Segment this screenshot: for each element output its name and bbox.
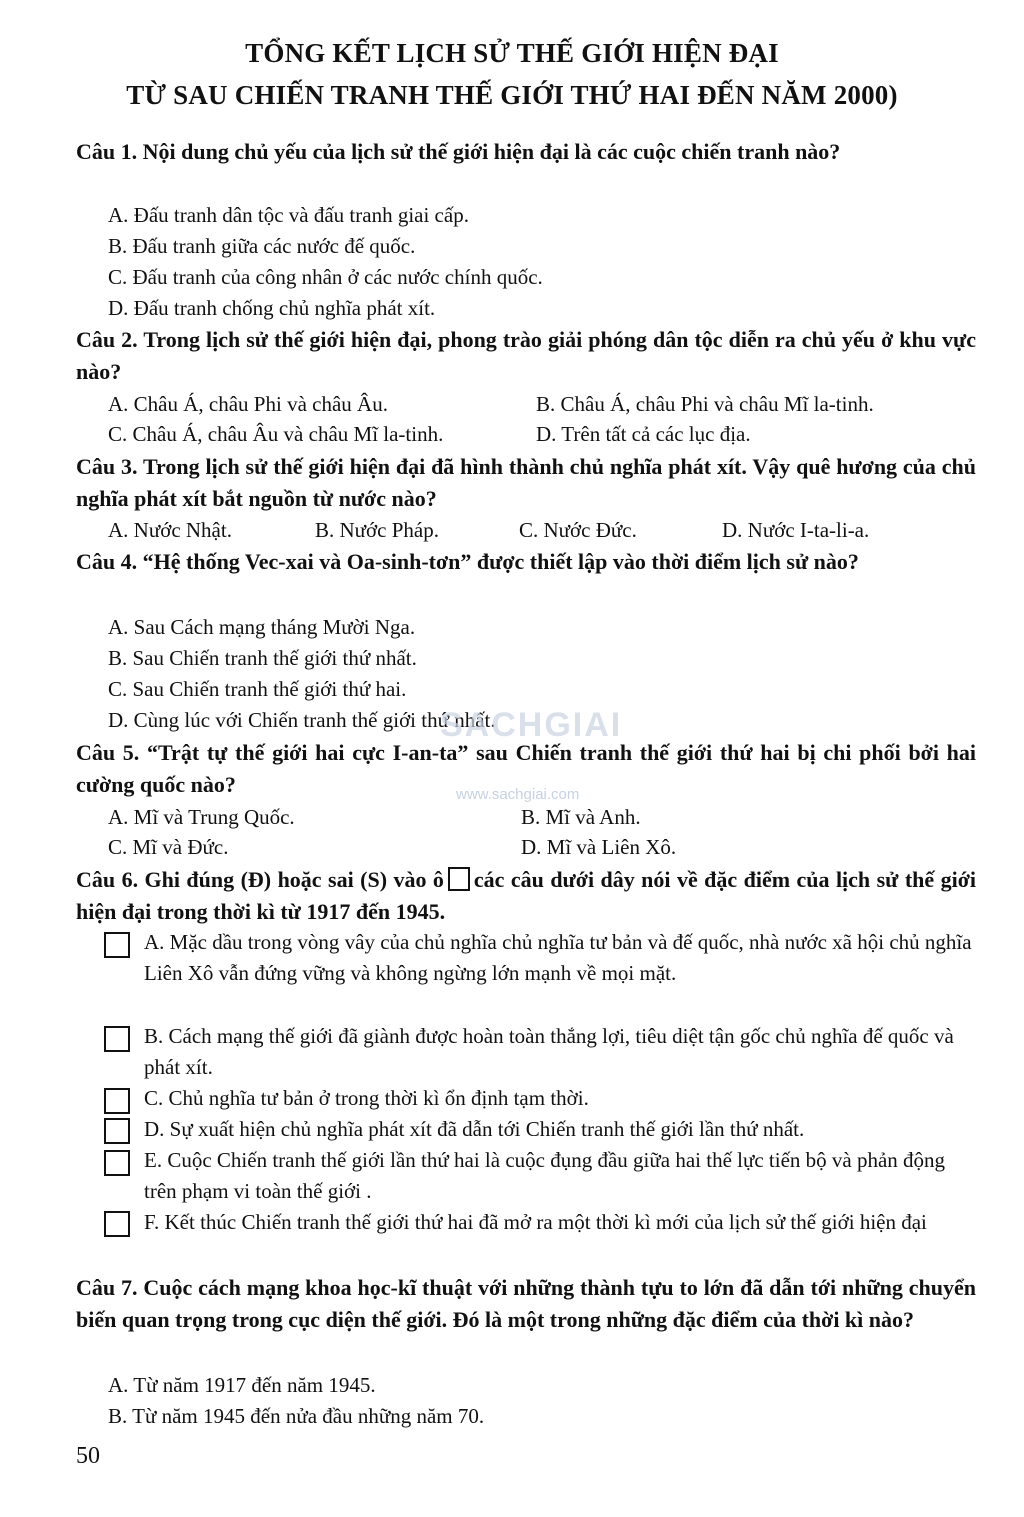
answer-box-sample bbox=[448, 867, 470, 891]
question-6-statement-b bbox=[144, 1021, 972, 1083]
question-4-option-d: D. Cùng lúc với Chiến tranh thế giới thứ nhất. bbox=[108, 708, 496, 732]
watermark-url: www.sachgiai.com bbox=[456, 786, 580, 803]
question-6-label: Câu 6. bbox=[76, 867, 139, 892]
question-1-option-d: D. Đấu tranh chống chủ nghĩa phát xít. bbox=[108, 296, 436, 320]
question-1-option-a: A. Đấu tranh dân tộc và đấu tranh giai cấp. bbox=[108, 203, 469, 227]
question-2-label: Câu 2. bbox=[76, 327, 138, 352]
answer-box-a[interactable] bbox=[104, 932, 130, 958]
question-2-option-c: C. Châu Á, châu Âu và châu Mĩ la-tinh. bbox=[108, 422, 444, 446]
question-6-text-before: Ghi đúng (Đ) hoặc sai (S) vào ô bbox=[144, 867, 444, 892]
question-4-label: Câu 4. bbox=[76, 549, 138, 574]
title-line-1: TỔNG KẾT LỊCH SỬ THẾ GIỚI HIỆN ĐẠI bbox=[245, 38, 779, 68]
question-4-option-c: C. Sau Chiến tranh thế giới thứ hai. bbox=[108, 677, 407, 701]
question-5-option-d: D. Mĩ và Liên Xô. bbox=[521, 835, 677, 859]
question-6-statement-b-text: B. Cách mạng thế giới đã giành được hoàn toàn thắng lợi, tiêu diệt tận gốc chủ nghĩa đế quốc và phát xít. bbox=[144, 1024, 954, 1079]
question-2-option-b: B. Châu Á, châu Phi và châu Mĩ la-tinh. bbox=[536, 392, 874, 416]
answer-box-d[interactable] bbox=[104, 1118, 130, 1144]
question-7-label: Câu 7. bbox=[76, 1275, 138, 1300]
watermark-logo: SACHGIAI bbox=[440, 706, 623, 744]
question-3-option-a: A. Nước Nhật. bbox=[108, 518, 232, 542]
question-5-text: “Trật tự thế giới hai cực I-an-ta” sau Chiến tranh thế giới thứ hai bị chi phối bởi hai cường quốc nào? bbox=[76, 740, 977, 797]
answer-box-c[interactable] bbox=[104, 1088, 130, 1114]
question-5-label: Câu 5. bbox=[76, 740, 140, 765]
question-6 bbox=[76, 864, 976, 928]
question-4-text: “Hệ thống Vec-xai và Oa-sinh-tơn” được thiết lập vào thời điểm lịch sử nào? bbox=[142, 549, 859, 574]
question-5-option-b: B. Mĩ và Anh. bbox=[521, 805, 641, 829]
question-1-label: Câu 1. bbox=[76, 139, 138, 164]
question-1-option-c: C. Đấu tranh của công nhân ở các nước chính quốc. bbox=[108, 265, 543, 289]
question-3-text: Trong lịch sử thế giới hiện đại đã hình thành chủ nghĩa phát xít. Vậy quê hương của chủ nghĩa phát xít bắt nguồn từ nước nào? bbox=[76, 454, 977, 511]
question-6-statement-c: C. Chủ nghĩa tư bản ở trong thời kì ổn định tạm thời. bbox=[144, 1086, 589, 1110]
question-6-statement-f bbox=[144, 1207, 972, 1238]
question-6-statement-a bbox=[144, 927, 972, 989]
question-7-text: Cuộc cách mạng khoa học-kĩ thuật với những thành tựu to lớn đã dẫn tới những chuyển biến quan trọng trong cục diện thế giới. Đó là một trong những đặc điểm của thời kì nào? bbox=[76, 1275, 977, 1332]
question-5-option-c: C. Mĩ và Đức. bbox=[108, 835, 229, 859]
answer-box-e[interactable] bbox=[104, 1150, 130, 1176]
title-line-2: TỪ SAU CHIẾN TRANH THẾ GIỚI THỨ HAI ĐẾN NĂM 2000) bbox=[126, 80, 898, 110]
question-6-statement-e-text: E. Cuộc Chiến tranh thế giới lần thứ hai là cuộc đụng đầu giữa hai thế lực tiến bộ và phản động trên phạm vi toàn thế giới . bbox=[144, 1148, 946, 1203]
question-3-label: Câu 3. bbox=[76, 454, 138, 479]
question-4 bbox=[76, 546, 976, 578]
question-3 bbox=[76, 451, 976, 515]
question-6-statement-f-text: F. Kết thúc Chiến tranh thế giới thứ hai đã mở ra một thời kì mới của lịch sử thế giới hiện đại bbox=[144, 1210, 927, 1234]
question-3-option-d: D. Nước I-ta-li-a. bbox=[722, 518, 870, 542]
question-1-text: Nội dung chủ yếu của lịch sử thế giới hiện đại là các cuộc chiến tranh nào? bbox=[142, 139, 841, 164]
question-5 bbox=[76, 737, 976, 801]
question-1 bbox=[76, 136, 976, 168]
question-3-option-b: B. Nước Pháp. bbox=[315, 518, 439, 542]
question-6-statement-d: D. Sự xuất hiện chủ nghĩa phát xít đã dẫn tới Chiến tranh thế giới lần thứ nhất. bbox=[144, 1117, 805, 1141]
question-4-option-a: A. Sau Cách mạng tháng Mười Nga. bbox=[108, 615, 416, 639]
page-number: 50 bbox=[76, 1443, 100, 1469]
question-1-option-b: B. Đấu tranh giữa các nước đế quốc. bbox=[108, 234, 416, 258]
answer-box-b[interactable] bbox=[104, 1026, 130, 1052]
question-4-option-b: B. Sau Chiến tranh thế giới thứ nhất. bbox=[108, 646, 417, 670]
question-5-option-a: A. Mĩ và Trung Quốc. bbox=[108, 805, 295, 829]
question-6-statement-a-text: A. Mặc dầu trong vòng vây của chủ nghĩa chủ nghĩa tư bản và đế quốc, nhà nước xã hội chủ nghĩa Liên Xô vẫn đứng vững và không ngừng lớn mạnh về mọi mặt. bbox=[144, 930, 972, 985]
question-7 bbox=[76, 1272, 976, 1336]
answer-box-f[interactable] bbox=[104, 1211, 130, 1237]
question-6-text-after: các câu dưới dây nói về đặc điểm của lịch sử thế giới hiện đại trong thời kì từ 1917 đến 1945. bbox=[76, 867, 976, 924]
question-2-option-a: A. Châu Á, châu Phi và châu Âu. bbox=[108, 392, 388, 416]
question-2 bbox=[76, 324, 976, 388]
question-7-option-a: A. Từ năm 1917 đến năm 1945. bbox=[108, 1373, 376, 1397]
question-2-option-d: D. Trên tất cả các lục địa. bbox=[536, 422, 751, 446]
question-6-statement-e bbox=[144, 1145, 972, 1207]
question-2-text: Trong lịch sử thế giới hiện đại, phong trào giải phóng dân tộc diễn ra chủ yếu ở khu vực nào? bbox=[76, 327, 976, 384]
question-7-option-b: B. Từ năm 1945 đến nửa đầu những năm 70. bbox=[108, 1404, 485, 1428]
question-3-option-c: C. Nước Đức. bbox=[519, 518, 637, 542]
